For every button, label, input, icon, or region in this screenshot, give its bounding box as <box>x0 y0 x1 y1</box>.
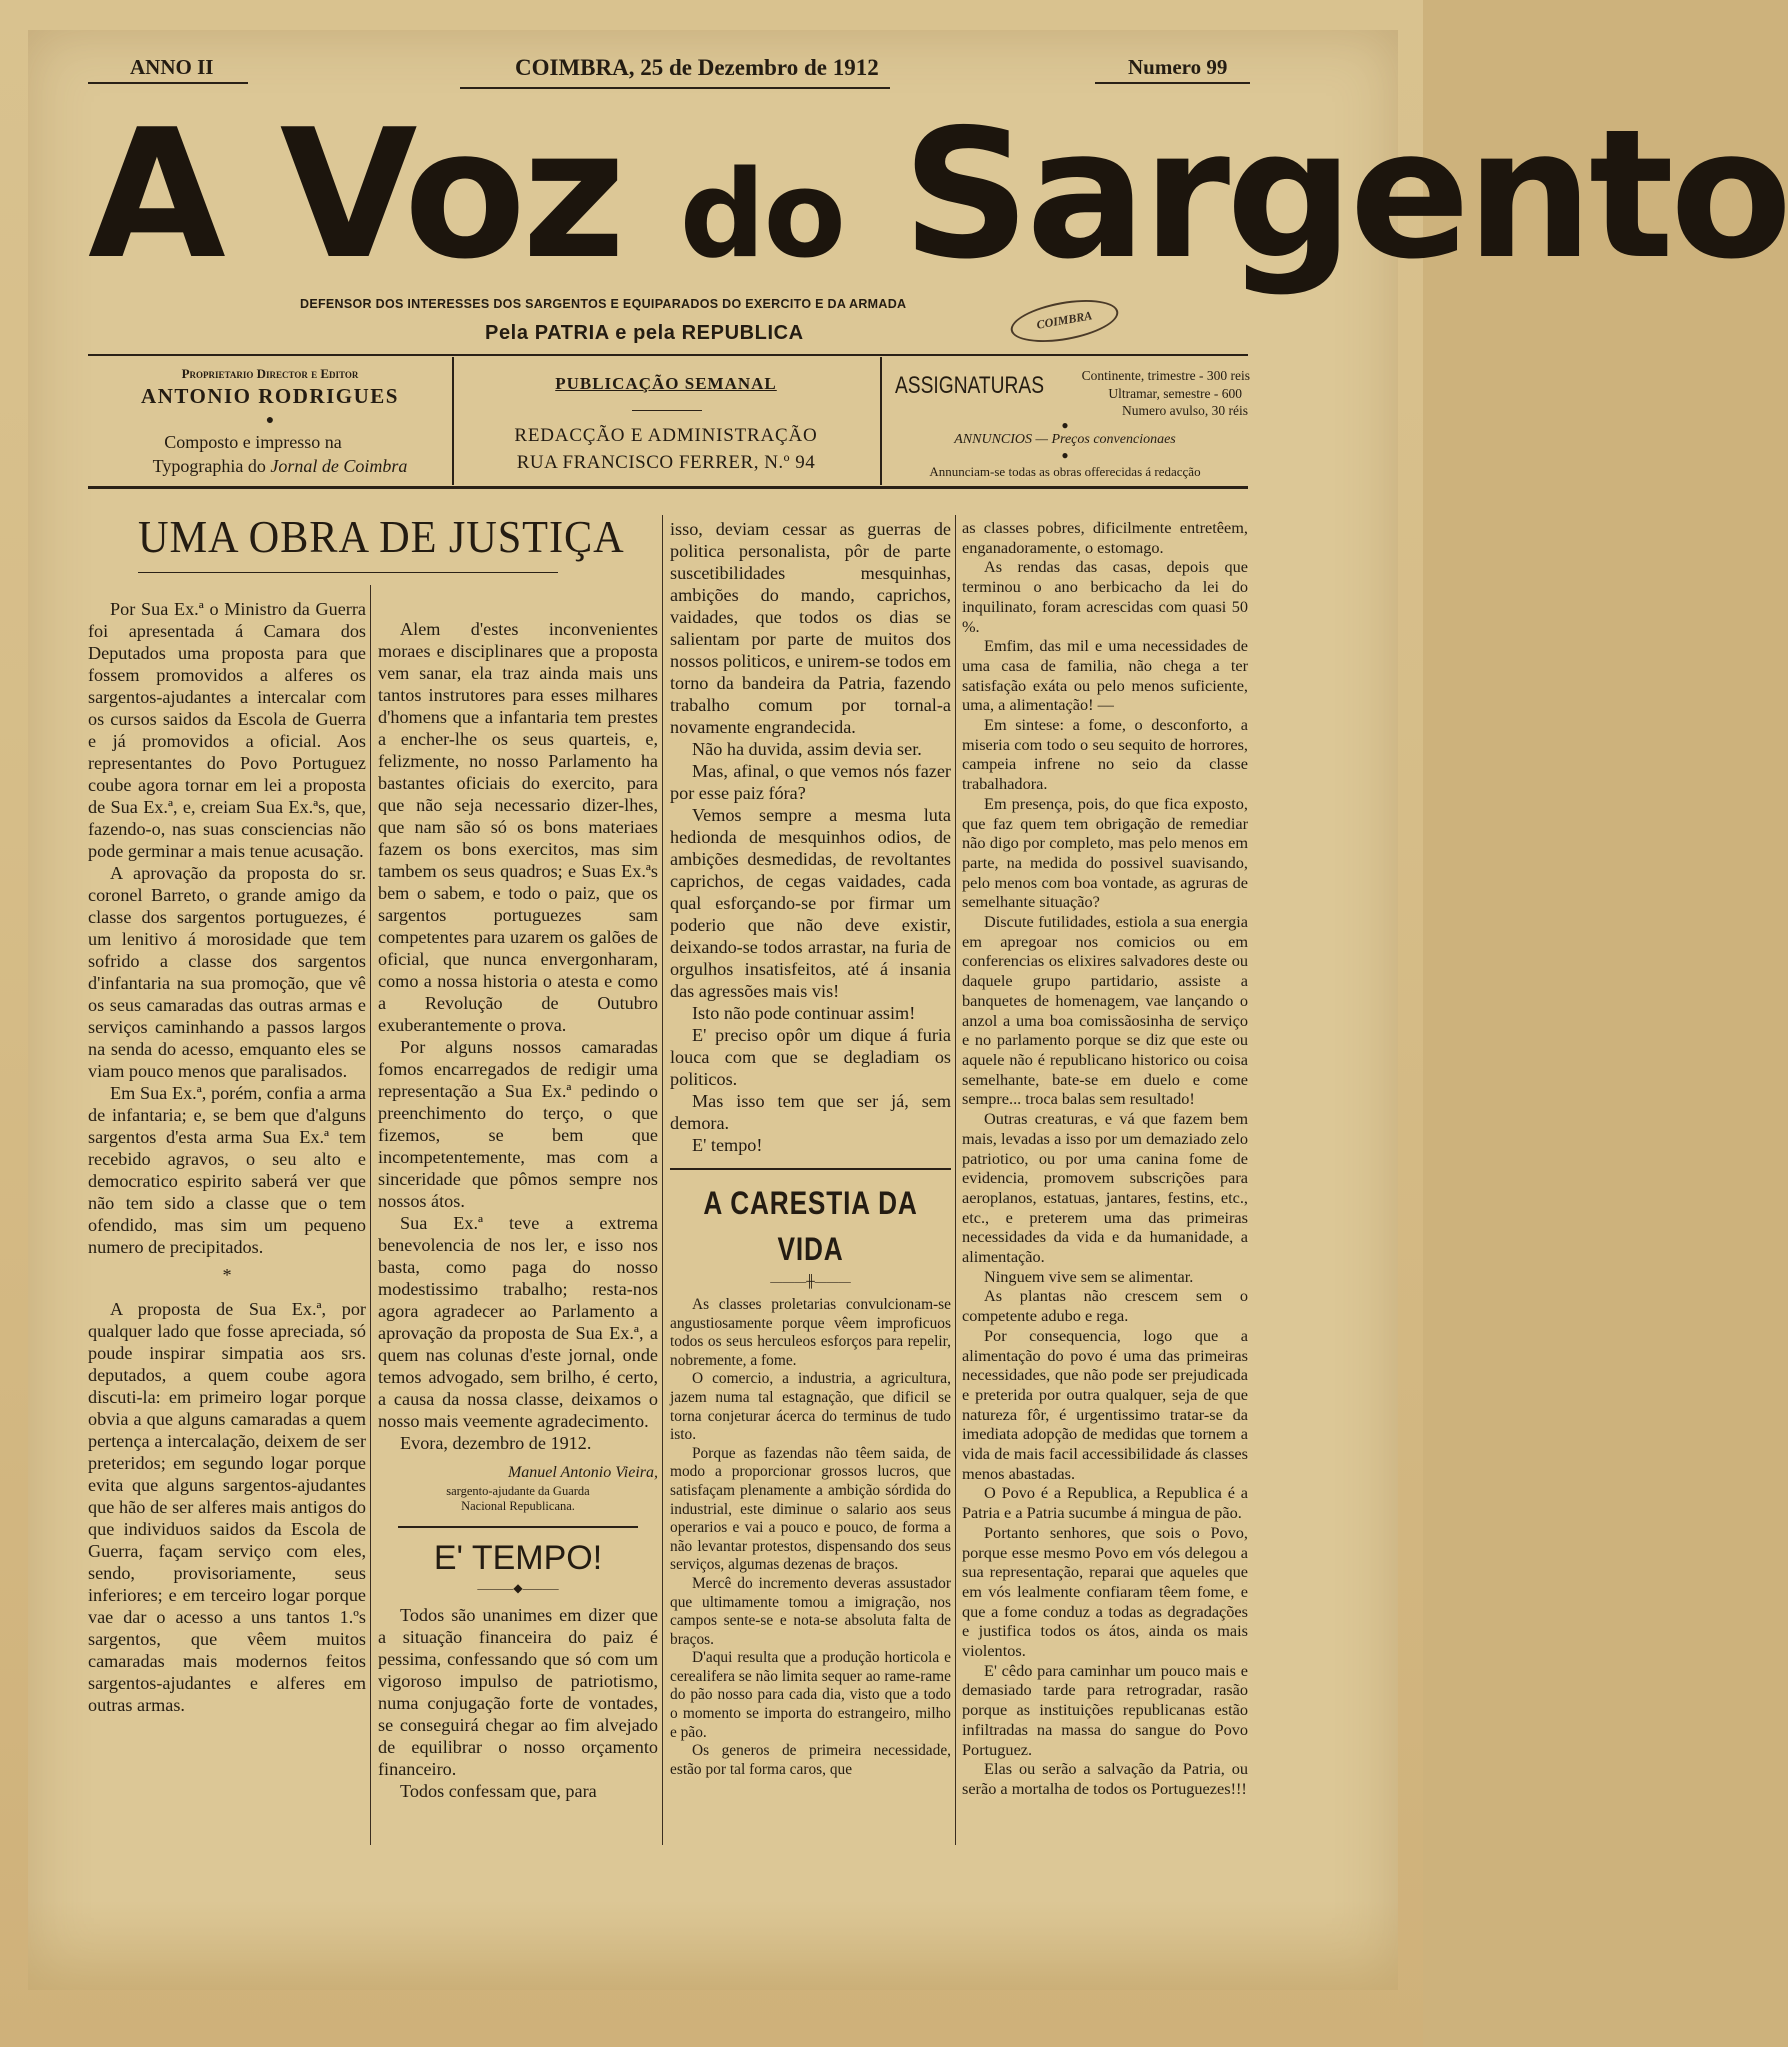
headline-carestia: A CARESTIA DA VIDA <box>703 1185 918 1267</box>
headline-ornament: ———◆——— <box>477 1581 559 1595</box>
bullet-dot: ● <box>265 413 275 428</box>
carestia-text: As classes proletarias convulcionam-se angustiosamente porque vêem improficuos todos os seus herculeos esforços para repelir, nobremente, a fome. O comercio, a industria, a agricultura, jazem numa tal estagnação, que dificil se torna conjeturar ácerca do terminus de tudo isto. Porque as fazendas não têem saida, de modo a proporcionar grossos lucros, que satisfaçam plenamente a ambição sórdida do industrial, este diminue o salario aos seus operarios e vai a pouco e pouco, de forma a não levantar protestos, dispensando dos seus serviços, algumas dezenas de braços. Mercê do incremento deveras assustador que ultimamente tomou a imigração, nos campos sente-se e nota-se absoluta falta de braços. D'aqui resulta que a produção horticola e cerealifera se não limita sequer ao rame-rame do pão nosso para cada dia, visto que a todo o momento se importa do estrangeiro, milho e pão. Os generos de primeira necessidade, estão por tal forma caros, que <box>670 1296 951 1778</box>
masthead-subtitle: DEFENSOR DOS INTERESSES DOS SARGENTOS E EQUIPARADOS DO EXERCITO E DA ARMADA <box>300 297 907 311</box>
headline-ornament-2: ———╫——— <box>770 1274 851 1288</box>
bullet-dot-2: ● <box>1061 418 1069 432</box>
column-rule-3 <box>955 515 956 1845</box>
masthead-title: A Voz do Sargento <box>88 91 1788 298</box>
year-label: ANNO II <box>130 55 214 79</box>
headline-e-tempo: E' TEMPO! <box>433 1539 603 1577</box>
column-rule-2 <box>662 515 663 1845</box>
subs-line-1: Continente, trimestre - 300 reis <box>1081 368 1250 383</box>
ads-note: Annunciam-se todas as obras offerecidas á redacção <box>929 464 1201 479</box>
section-divider-2 <box>670 1168 951 1170</box>
top-rule-right <box>1095 82 1250 84</box>
issue-number: Numero 99 <box>1128 55 1228 79</box>
top-rule-left <box>88 82 248 84</box>
subscriptions-title: ASSIGNATURAS <box>895 372 1045 399</box>
dateline: COIMBRA, 25 de Dezembro de 1912 <box>515 55 879 80</box>
column-3: isso, deviam cessar as guerras de politica personalista, pôr de parte suscetibilidades mesquinhas, ambições do mando, caprichos, vaidades, que todos os dias se salientam por parte de muitos dos nossos politicos, e unirem-se todos em torno da bandeira da Patria, fazendo trabalho comum por tornal-a novamente engrandecida. Não ha duvida, assim devia ser. Mas, afinal, o que vemos nós fazer por esse paiz fóra? Vemos sempre a mesma luta hedionda de mesquinhos odios, de ambições desmedidas, de revoltantes caprichos, de cegas vaidades, cada qual esforçando-se por firmar um poderio que não deve existir, deixando-se todos arrastar, na furia de orgulhos insatisfeitos, até á insania das agressões mais vis! Isto não pode continuar assim! E' preciso opôr um dique á furia louca com que se degladiam os politicos. Mas isso tem que ser já, sem demora. E' tempo! A CARESTIA DA VIDA ———╫——— As classes proletarias convulcionam-se angustiosamente porque vêem improficuos todos os seus herculeos esforços para repelir, nobremente, a fome. O comercio, a industria, a agricultura, jazem numa tal estagnação, que dificil se torna conjeturar ácerca do terminus de tudo isto. Porque as fazendas não têem saida, de modo a proporcionar grossos lucros, que satisfaçam plenamente a ambição sórdida do industrial, este diminue o salario aos seus operarios e vai a pouco e pouco, de forma a não levantar protestos, dispensando dos seus serviços, algumas dezenas de braços. Mercê do incremento deveras assustador que ultimamente tomou a imigração, nos campos sente-se e nota-se absoluta falta de braços. D'aqui resulta que a produção horticola e cerealifera se não limita sequer ao rame-rame do pão nosso para cada dia, visto que a todo o momento se importa do estrangeiro, milho e pão. Os generos de primeira necessidade, estão por tal forma caros, que <box>670 519 951 1778</box>
subs-line-2: Ultramar, semestre - 600 <box>1108 386 1242 401</box>
column-1: Por Sua Ex.ª o Ministro da Guerra foi apresentada á Camara dos Deputados uma proposta para que fossem promovidos a alferes os sargentos-ajudantes a intercalar com os cursos saidos da Escola de Guerra e já promovidos a oficial. Aos representantes do Povo Portuguez coube agora tornar em lei a proposta de Sua Ex.ª, e, creiam Sua Ex.ªs, que, fazendo-o, nas suas consciencias não pode germinar a mais tenue acusação. A aprovação da proposta do sr. coronel Barreto, o grande amigo da classe dos sargentos portuguezes, é um lenitivo á morosidade que tem sofrido a classe dos sargentos d'infantaria na sua promoção, que vê os seus camaradas das outras armas e serviços caminhando a passos largos na senda do acesso, emquanto eles se viam pouco menos que paralisados. Em Sua Ex.ª, porém, confia a arma de infantaria; e, se bem que d'alguns sargentos d'esta arma Sua Ex.ª tem recebido agravos, o seu alto e democratico espirito saberá ver que não tem sido a classe que o tem ofendido, mas sim um pequeno numero de precipitados. * A proposta de Sua Ex.ª, por qualquer lado que fosse apreciada, só poude inspirar simpatia aos srs. deputados, a quem coube agora discuti-la: em primeiro logar porque obvia a que alguns camaradas a quem pertença a intercalação, deixem de ser preteridos; em segundo logar porque evita que alguns sargentos-ajudantes que hão de ser alferes mais antigos do que individuos saidos da Escola de Guerra, façam serviço com eles, sendo, provisoriamente, seus inferiores; e em terceiro logar porque vae dar o acesso a uns tantos 1.ºs sargentos, que vêem muitos camaradas mais modernos feitos sargentos-ajudantes e alferes em outras armas. <box>88 599 366 1715</box>
headline-obra-de-justica: UMA OBRA DE JUSTIÇA <box>138 511 625 562</box>
ads-line: ANNUNCIOS — Preços convencionaes <box>954 432 1176 447</box>
redaction-line-2: RUA FRANCISCO FERRER, N.º 94 <box>516 452 816 473</box>
section-divider <box>398 1526 638 1528</box>
column-4: as classes pobres, dificilmente entretêem, enganadoramente, o estomago. As rendas das casas, depois que terminou o ano berbicacho da lei do inquilinato, foram acrescidas com quasi 50 %. Emfim, das mil e uma necessidades de uma casa de familia, não chega a ter satisfação exáta ou pelo menos suficiente, uma, a alimentação! — Em sintese: a fome, o desconforto, a miseria com todo o seu sequito de horrores, campeia infrene no seio da classe trabalhadora. Em presença, pois, do que fica exposto, que faz quem tem obrigação de remediar não digo por completo, mas pelo menos em parte, na medida do possivel suavisando, pelo menos com boa vontade, as agruras de semelhante situação? Discute futilidades, estiola a sua energia em apregoar nos comicios ou em conferencias os elixires salvadores deste ou daquele grupo partidario, assiste a banquetes de homenagem, vae lançando o anzol a uma boa comissãosinha de serviço e no parlamento porque se diz que este ou aquele não é republicano historico ou coisa semelhante, bate-se em duelo e come sempre... troca balas sem resultado! Outras creaturas, e vá que fazem bem mais, levadas a isso por um demaziado zelo patriotico, ou por uma canina fome de evidencia, promovem subscrições para aeroplanos, estatuas, jantares, festins, etc., etc., e preterem uma das primeiras necessidades da vida e da humanidade, a alimentação. Ninguem vive sem se alimentar. As plantas não crescem sem o competente adubo e rega. Por consequencia, logo que a alimentação do povo é uma das primeiras necessidades, que não pode ser prejudicada e preterida por outra qualquer, seja de que natureza fôr, é urgentissimo tratar-se da imediata adopção de medidas que tornem a vida de mais facil accessibilidade ás classes menos abastadas. O Povo é a Republica, a Republica é a Patria e a Patria sucumbe á mingua de pão. Portanto senhores, que sois o Povo, porque esse mesmo Povo em vós delegou a sua representação, reparai que aqueles que em vós lealmente confiaram têem fome, e que a fome conduz a todas as degradações e justifica todos os átos, ainda os mais violentos. E' cêdo para caminhar um pouco mais e demasiado tarde para retrogradar, rasão porque as instituições republicanas estão infiltradas na massa do sangue do Povo Portuguez. Elas ou serão a salvação da Patria, ou serão a mortalha de todos os Portuguezes!!! <box>962 518 1248 1798</box>
printed-line-2: Typographia do Jornal de Coimbra <box>152 456 408 476</box>
signature-role-1: sargento-ajudante da Guarda <box>446 1484 590 1498</box>
owner-label: Proprietario Director e Editor <box>181 366 359 381</box>
redaction-line-1: REDACÇÃO E ADMINISTRAÇÃO <box>514 425 818 446</box>
printed-line-1: Composto e impresso na <box>164 432 342 452</box>
masthead-motto: Pela PATRIA e pela REPUBLICA <box>485 322 804 344</box>
owner-name: ANTONIO RODRIGUES <box>141 384 399 408</box>
publication-type: PUBLICAÇÃO SEMANAL <box>555 374 777 393</box>
top-rule-center <box>460 87 890 89</box>
subs-line-3: Numero avulso, 30 réis <box>1122 403 1248 418</box>
bullet-dot-3: ● <box>1061 448 1069 462</box>
signature-name: Manuel Antonio Vieira, <box>507 1464 658 1481</box>
headline-rule <box>138 572 558 573</box>
coimbra-stamp: COIMBRA <box>1008 293 1122 349</box>
column-2: Alem d'estes inconvenientes moraes e disciplinares que a proposta vem sanar, ela traz ainda mais uns tantos instrutores para esses milhares d'homens que a infantaria tem prestes a encher-lhe os seus quarteis, e, felizmente, no nosso Parlamento ha bastantes oficiais do exercito, para que não seja necessario dizer-lhes, que nam são só os bons materiaes fazem os bons exercitos, mas sim tambem os seus quadros; e Suas Ex.ªs bem o sabem, e todo o paiz, que os sargentos portuguezes sam competentes para uzarem os galões de oficial, que nunca envergonharam, como a nossa historia o atesta e como a Revolução de Outubro exuberantemente o prova. Por alguns nossos camaradas fomos encarregados de redigir uma representação a Sua Ex.ª pedindo o preenchimento do terço, o que fizemos, se bem que incompetentemente, mas com a sinceridade que pômos sempre nos nossos átos. Sua Ex.ª teve a extrema benevolencia de nos ler, e isso nos basta, como paga do nosso modestissimo trabalho; resta-nos agora agradecer ao Parlamento a aprovação da proposta de Sua Ex.ª, a quem nas colunas d'este jornal, onde temos advogado, sem brilho, é certo, a causa da nossa classe, deixamos o nosso mais veemente agradecimento. Evora, dezembro de 1912. Manuel Antonio Vieira, sargento-ajudante da Guarda Nacional Republicana. E' TEMPO! ———◆——— Todos são unanimes em dizer que a situação financeira do paiz é pessima, confessando que só com um vigoroso impulso de patriotismo, numa conjugação forte de vontades, se conseguirá chegar ao fim alvejado de equilibrar o nosso orçamento financeiro. Todos confessam que, para <box>378 619 658 1801</box>
publication-ornament <box>632 410 702 411</box>
page-bottom-margin <box>28 1900 1398 1990</box>
column-rule-1 <box>370 585 371 1845</box>
signature-role-2: Nacional Republicana. <box>461 1499 575 1513</box>
